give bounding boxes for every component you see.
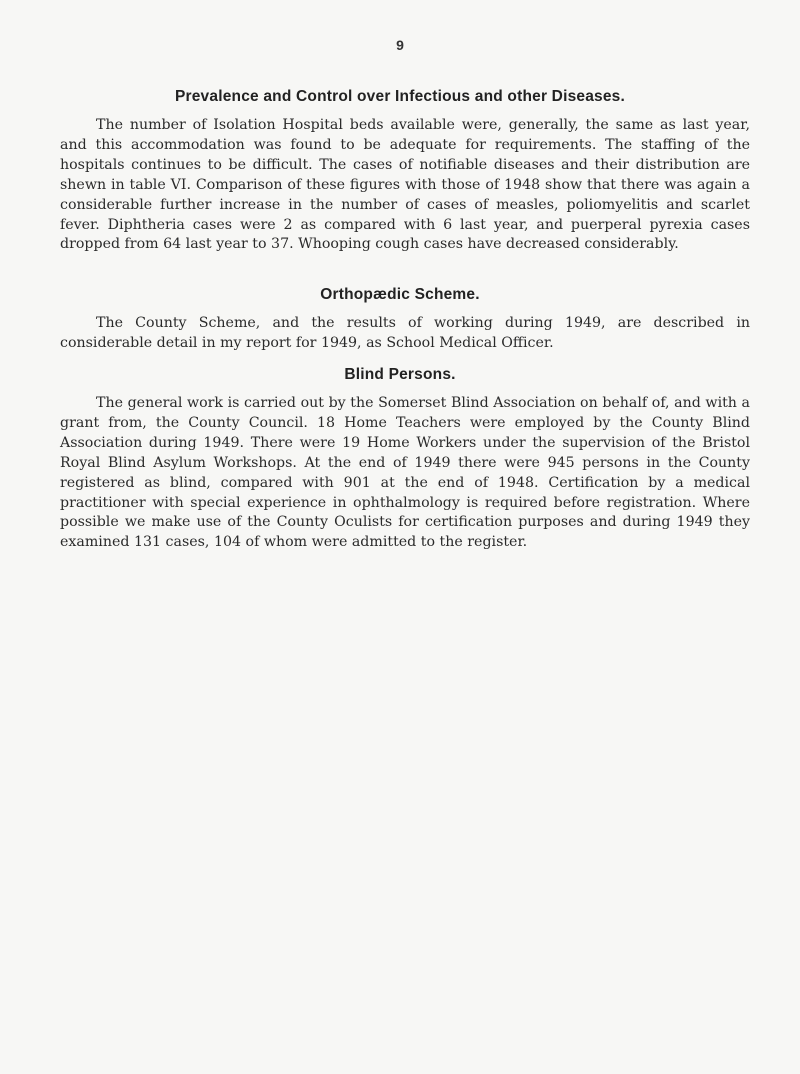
section-body-orthopaedic-scheme: The County Scheme, and the results of working during 1949, are described in considerable detail in my report for 1949, as School Medical Officer. xyxy=(60,315,750,351)
section-heading-blind-persons: Blind Persons. xyxy=(344,366,456,383)
section-heading-orthopaedic-scheme: Orthopædic Scheme. xyxy=(320,286,480,303)
section-body-blind-persons: The general work is carried out by the Somerset Blind Association on behalf of, and with a grant from, the County Council. 18 Home Teachers were employed by the County Blind Association during 1949. There were 19 Home Workers under the supervision of the Bristol Royal Blind Asylum Workshops. At the end of 1949 there were 945 persons in the County registered as blind, compared with 901 at the end of 1948. Certification by a medical practitioner with special experience in ophthalmology is required before registration. Where possible we make use of the County Oculists for certification purposes and during 1949 they examined 131 cases, 104 of whom were admitted to the register. xyxy=(60,395,750,551)
page-number: 9 xyxy=(396,37,404,53)
section-body-infectious-diseases: The number of Isolation Hospital beds available were, generally, the same as last year, and this accommodation was found to be adequate for requirements. The staffing of the hospitals continues to be difficult. The cases of notifiable diseases and their distribution are shewn in table VI. Comparison of these figures with those of 1948 show that there was again a considerable further increase in the number of cases of measles, poliomyelitis and scarlet fever. Diphtheria cases were 2 as compared with 6 last year, and puerperal pyrexia cases dropped from 64 last year to 37. Whooping cough cases have decreased considerably. xyxy=(60,117,750,253)
section-heading-infectious-diseases: Prevalence and Control over Infectious and other Diseases. xyxy=(174,88,626,105)
